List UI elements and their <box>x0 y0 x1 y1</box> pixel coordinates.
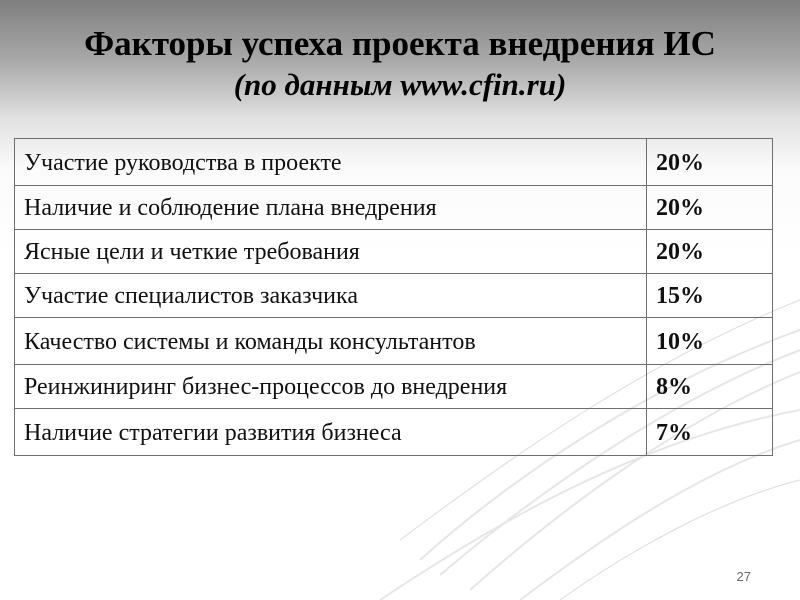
title-block <box>0 24 800 104</box>
share-cell: 8% <box>647 365 773 409</box>
factor-cell: Участие специалистов заказчика <box>15 274 647 318</box>
table-row <box>15 318 773 365</box>
share-cell: 15% <box>647 274 773 318</box>
factor-cell: Реинжиниринг бизнес-процессов до внедрения <box>15 365 647 409</box>
share-cell: 20% <box>647 230 773 274</box>
share-cell: 20% <box>647 186 773 230</box>
factor-cell: Наличие стратегии развития бизнеса <box>15 409 647 456</box>
factor-cell: Наличие и соблюдение плана внедрения <box>15 186 647 230</box>
page-number: 27 <box>736 569 751 584</box>
success-factors-table <box>14 138 773 456</box>
table-row <box>15 274 773 318</box>
share-cell: 20% <box>647 139 773 186</box>
slide-title: Факторы успеха проекта внедрения ИС <box>84 24 716 63</box>
factor-cell: Ясные цели и четкие требования <box>15 230 647 274</box>
slide-subtitle: (по данным www.cfin.ru) <box>233 67 567 102</box>
table-row <box>15 186 773 230</box>
share-cell: 10% <box>647 318 773 365</box>
table-row <box>15 365 773 409</box>
table-row <box>15 139 773 186</box>
share-cell: 7% <box>647 409 773 456</box>
factor-cell: Участие руководства в проекте <box>15 139 647 186</box>
table-row <box>15 230 773 274</box>
table-row <box>15 409 773 456</box>
factor-cell: Качество системы и команды консультантов <box>15 318 647 365</box>
